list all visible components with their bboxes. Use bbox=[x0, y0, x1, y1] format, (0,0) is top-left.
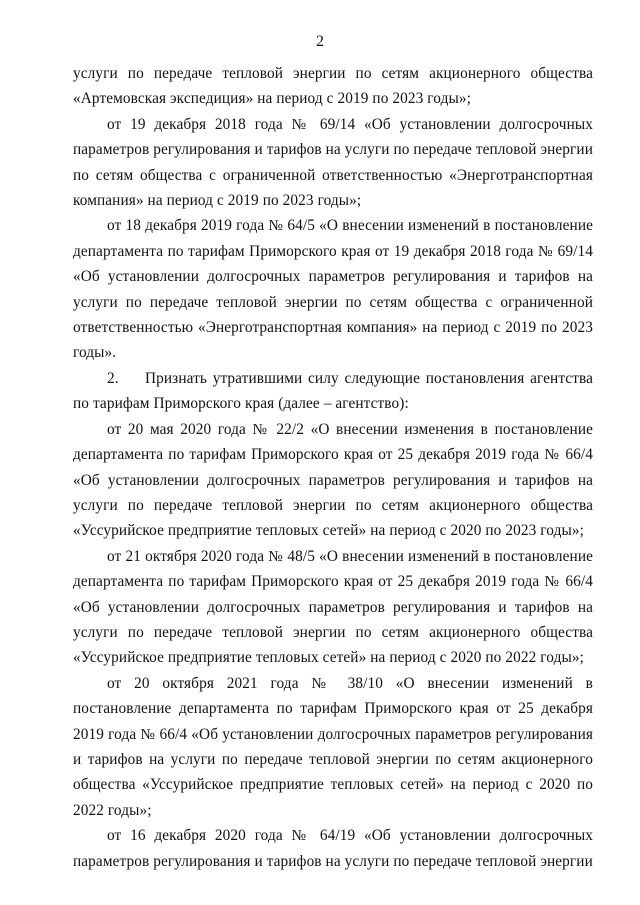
paragraph-continuation: услуги по передаче тепловой энергии по сетям акционерного общества «Артемовская экспедиция» на период с 2019 по 2023 годы»; bbox=[73, 65, 593, 108]
paragraph-resolution-48-5: от 21 октября 2020 года № 48/5 «О внесении изменений в постановление департамента по тарифам Приморского края от 25 декабря 2019 года № 66/4 «Об установлении долгосрочных параметров регулирования и тарифов на услуги по передаче тепловой энергии по сетям акционерного общества «Уссурийское предприятие тепловых сетей» на период с 2020 по 2022 годы»; bbox=[73, 547, 593, 667]
paragraph-resolution-69-14: от 19 декабря 2018 года № 69/14 «Об установлении долгосрочных параметров регулирования и тарифов на услуги по передаче тепловой энергии по сетям общества с ограниченной ответственностью «Энерготранспортная компания» на период с 2019 по 2023 годы»; bbox=[73, 115, 593, 210]
paragraph-resolution-64-5: от 18 декабря 2019 года № 64/5 «О внесении изменений в постановление департамента по тарифам Приморского края от 19 декабря 2018 года № 69/14 «Об установлении долгосрочных параметров регулирования и тарифов на услуги по передаче тепловой энергии по сетям общества с ограниченной ответственностью «Энерготранспортная компания» на период с 2019 по 2023 годы». bbox=[73, 217, 593, 362]
document-body bbox=[73, 61, 593, 874]
item-text: Признать утратившими силу следующие постановления агентства по тарифам Приморского края (далее – агентство): bbox=[73, 369, 593, 413]
paragraph-resolution-38-10: от 20 октября 2021 года № 38/10 «О внесении изменений в постановление департамента по тарифам Приморского края от 25 декабря 2019 года № 66/4 «Об установлении долгосрочных параметров регулирования и тарифов на услуги по передаче тепловой энергии по сетям акционерного общества «Уссурийское предприятие тепловых сетей» на период с 2020 по 2022 годы»; bbox=[73, 674, 593, 819]
paragraph-resolution-64-19: от 16 декабря 2020 года № 64/19 «Об установлении долгосрочных параметров регулирования и тарифов на услуги по передаче тепловой энергии bbox=[73, 827, 593, 870]
page-number: 2 bbox=[316, 33, 324, 50]
item-number: 2. bbox=[107, 369, 119, 387]
paragraph-item-2 bbox=[73, 366, 593, 417]
paragraph-resolution-22-2: от 20 мая 2020 года № 22/2 «О внесении изменения в постановление департамента по тарифам Приморского края от 25 декабря 2019 года № 66/4 «Об установлении долгосрочных параметров регулирования и тарифов на услуги по передаче тепловой энергии по сетям акционерного общества «Уссурийское предприятие тепловых сетей» на период с 2020 по 2023 годы»; bbox=[73, 420, 593, 540]
